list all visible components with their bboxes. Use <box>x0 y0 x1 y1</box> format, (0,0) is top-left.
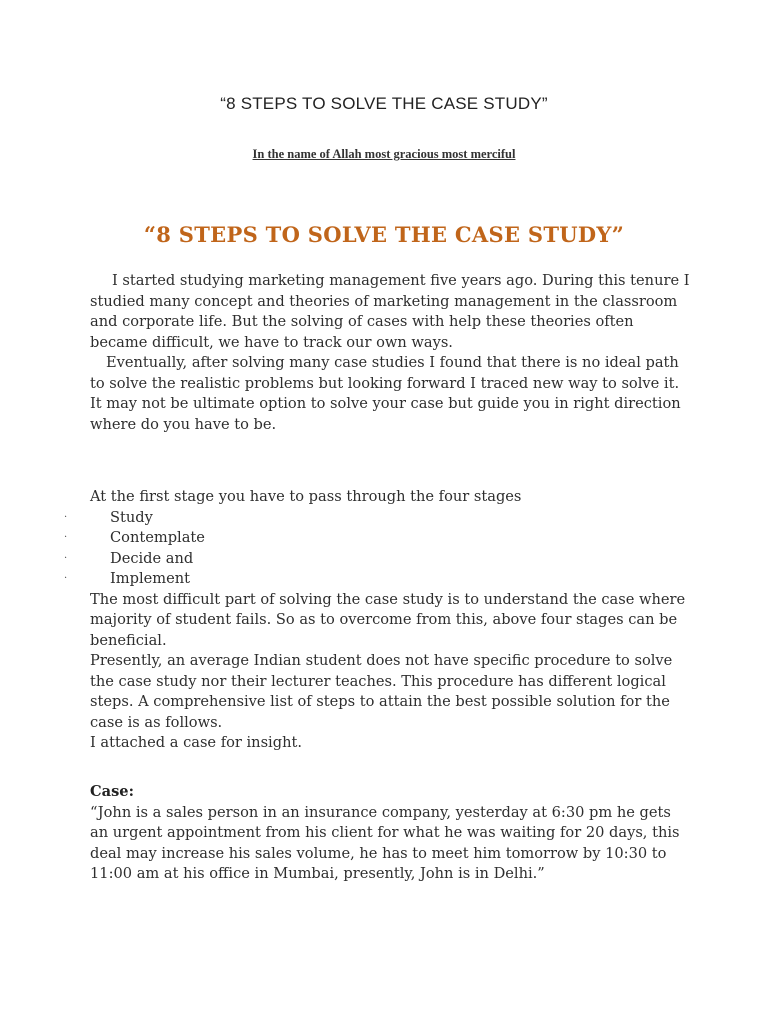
bullet-icon: · <box>64 511 68 523</box>
intro-paragraph-1: I started studying marketing management five years ago. During this tenure I studied many concept and theories of marketing management in the classroom and corporate life. But the solving of cases with help these theories often became difficult, we have to track our own ways. <box>90 272 690 351</box>
header-title: “8 STEPS TO SOLVE THE CASE STUDY” <box>220 94 548 113</box>
list-item: · Implement <box>90 569 690 590</box>
stages-intro: At the first stage you have to pass through the four stages <box>90 488 522 505</box>
case-label: Case: <box>90 783 134 800</box>
case-section <box>90 782 690 885</box>
intro-paragraph-2: Eventually, after solving many case studies I found that there is no ideal path to solve the realistic problems but looking forward I traced new way to solve it. It may not be ultimate option to solve your case but guide you in right direction where do you have to be. <box>90 354 681 433</box>
main-title: “8 STEPS TO SOLVE THE CASE STUDY” <box>143 222 625 247</box>
list-item: · Contemplate <box>90 528 690 549</box>
after-stages-paragraph-2: Presently, an average Indian student does not have specific procedure to solve the case study nor their lecturer teaches. This procedure has different logical steps. A comprehensive list of steps to attain the best possible solution for the case is as follows. <box>90 652 673 731</box>
after-stages-paragraph-3: I attached a case for insight. <box>90 734 302 751</box>
bullet-icon: · <box>64 573 68 584</box>
bullet-icon: · <box>64 552 68 564</box>
after-stages-paragraph-1: The most difficult part of solving the case study is to understand the case where majority of student fails. So as to overcome from this, above four stages can be beneficial. <box>90 590 686 649</box>
intro-section <box>90 271 690 435</box>
stages-section <box>64 487 690 754</box>
stage-list <box>64 508 690 590</box>
list-item: · Decide and <box>90 549 690 570</box>
dedication-line: In the name of Allah most gracious most merciful <box>252 147 516 161</box>
case-text: “John is a sales person in an insurance company, yesterday at 6:30 pm he gets an urgent appointment from his client for what he was waiting for 20 days, this deal may increase his sales volume, he has to meet him tomorrow by 10:30 to 11:00 am at his office in Mumbai, presently, John is in Delhi.” <box>90 803 680 882</box>
list-item: · Study <box>90 508 690 529</box>
bullet-icon: · <box>64 532 68 543</box>
